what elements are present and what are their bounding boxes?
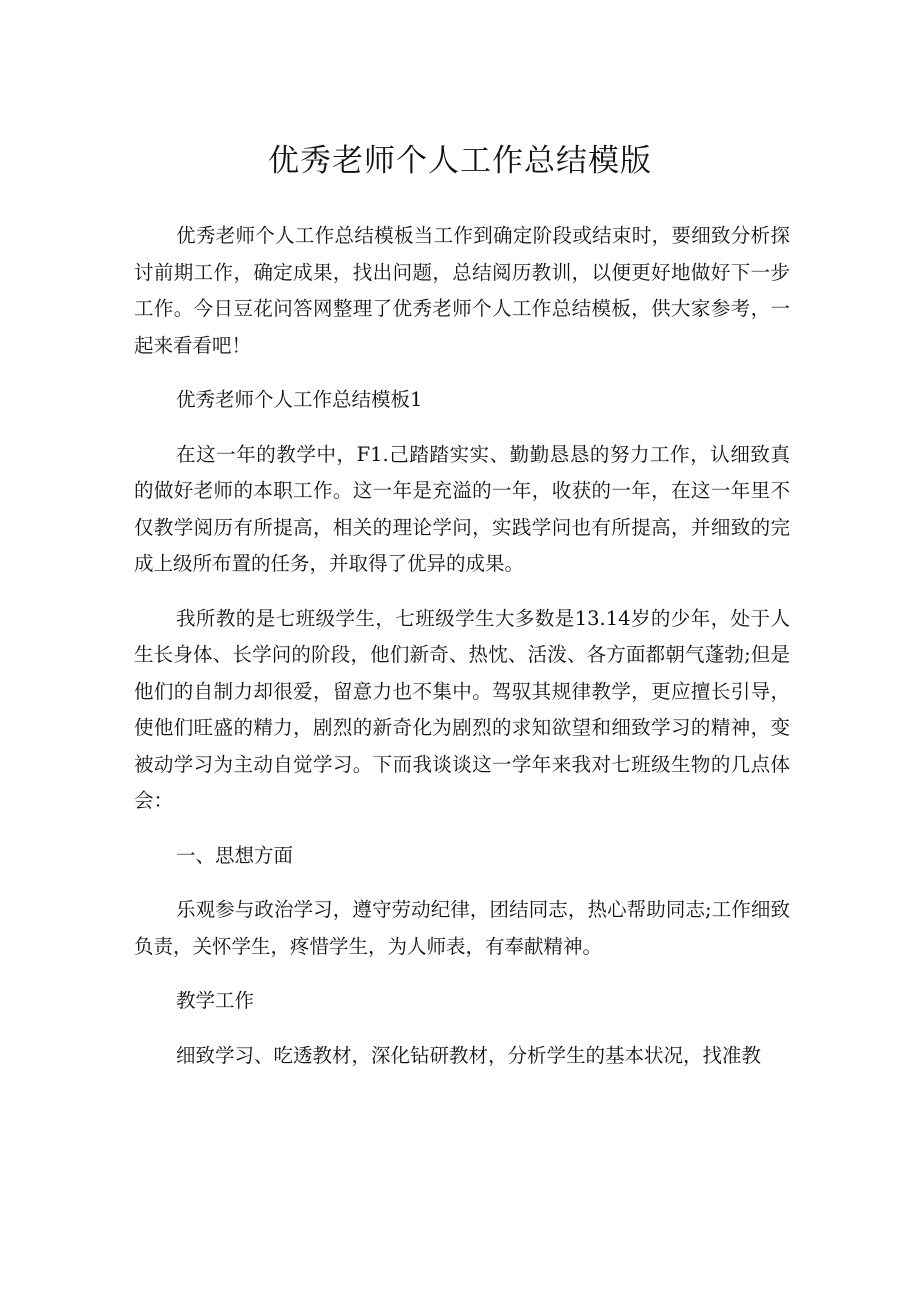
paragraph-students: 我所教的是七班级学生，七班级学生大多数是13.14岁的少年，处于人生长身体、长学问的阶段，他们新奇、热忱、活泼、各方面都朝气蓬勃;但是他们的自制力却很爱，留意力也不集中。驾驭其规律教学，更应擅长引导，使他们旺盛的精力，剧烈的新奇化为剧烈的求知欲望和细致学习的精神，变被动学习为主动自觉学习。下而我谈谈这一学年来我对七班级生物的几点体会： bbox=[134, 606, 790, 812]
document-body bbox=[134, 218, 790, 1092]
paragraph-teaching-year: 在这一年的教学中，F1.己踏踏实实、勤勤恳恳的努力工作，认细致真的做好老师的本职工作。这一年是充溢的一年，收获的一年，在这一年里不仅教学阅历有所提高，相关的理论学问，实践学问也有所提高，并细致的完成上级所布置的任务，并取得了优异的成果。 bbox=[134, 442, 790, 575]
section-heading-teaching: 教学工作 bbox=[176, 989, 255, 1012]
section-heading-thought: 一、思想方面 bbox=[176, 843, 294, 867]
intro-paragraph: 优秀老师个人工作总结模板当工作到确定阶段或结束时，要细致分析探讨前期工作，确定成果，找出问题，总结阅历教训，以便更好地做好下一步工作。今日豆花问答网整理了优秀老师个人工作总结模板，供大家参考，一起来看看吧！ bbox=[134, 224, 790, 357]
paragraph-thought: 乐观参与政治学习，遵守劳动纪律，团结同志，热心帮助同志;工作细致负责，关怀学生，疼惜学生，为人师表，有奉献精神。 bbox=[134, 898, 790, 958]
document-title: 优秀老师个人工作总结模版 bbox=[268, 143, 652, 179]
section-heading-template-1: 优秀老师个人工作总结模板1 bbox=[176, 388, 423, 411]
paragraph-teaching: 细致学习、吃透教材，深化钻研教材，分析学生的基本状况，找准教 bbox=[176, 1043, 762, 1067]
